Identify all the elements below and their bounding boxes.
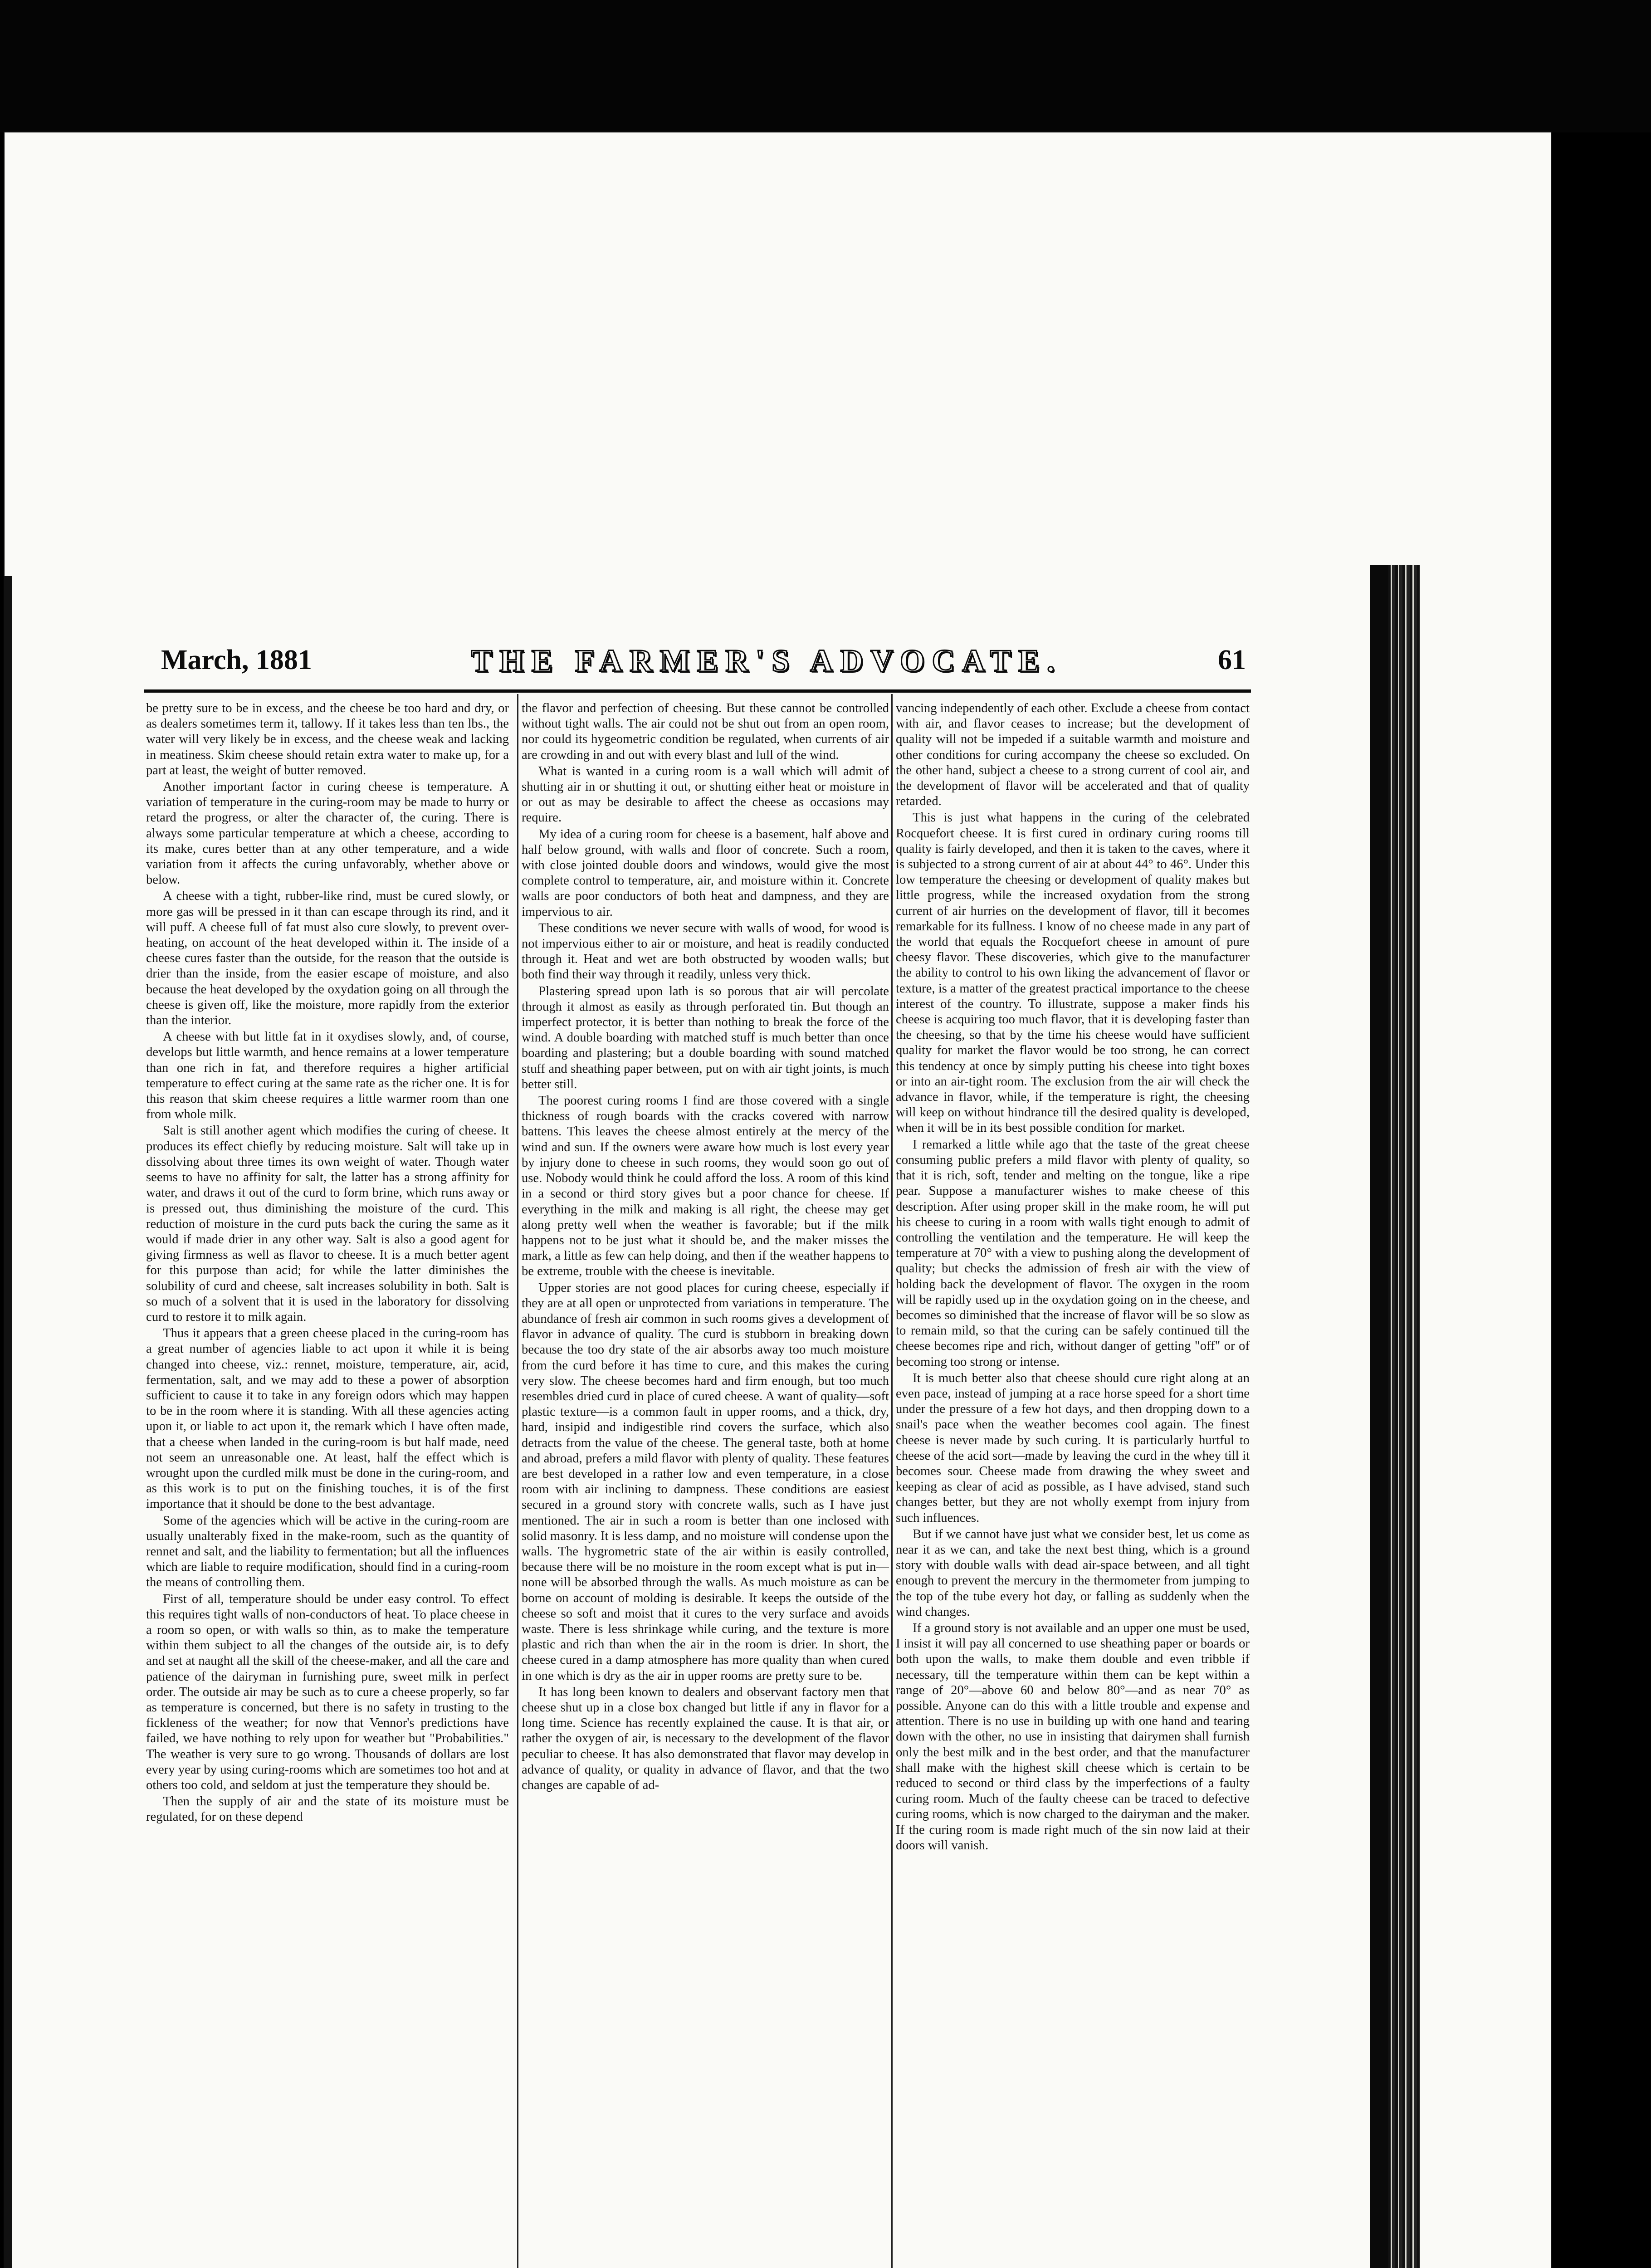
paragraph: It is much better also that cheese should cure right along at an even pace, instead of jumping at a race horse speed for a short time under the pressure of a few hot days, and then dropping down to a snail's pace when the weather becomes cool again. The finest cheese is never made by such curing. It is particularly hurtful to cheese of the acid sort—made by leaving the curd in the whey till it becomes sour. Cheese made from drawing the whey sweet and keeping as clear of acid as possible, as I have advised, stand such changes better, but they are not wholly exempt from injury from such influences. — [896, 1371, 1250, 1525]
page-left-edge — [5, 576, 12, 2268]
paragraph: Another important factor in curing cheese is temperature. A variation of temperature in the curing-room may be made to hurry or retard the progress, or alter the character of, the curing. There is always some particular temperature at which a cheese, according to its make, cures better than at any other temperature, and a wide variation from it affects the curing unfavorably, whether above or below. — [146, 780, 509, 887]
paragraph: First of all, temperature should be under easy control. To effect this requires tight walls of non-conductors of heat. To place cheese in a room so open, or with walls so thin, as to make the temperature within them subject to all the changes of the outside air, is to defy and set at naught all the skill of the cheese-maker, and all the care and patience of the dairyman in furnishing pure, sweet milk in perfect order. The outside air may be such as to cure a cheese properly, so far as temperature is concerned, but there is no safety in trusting to the fickleness of the weather; for now that Vennor's predictions have failed, we have nothing to rely upon for weather but "Probabilities." The weather is very sure to go wrong. Thousands of dollars are lost every year by using curing-rooms which are sometimes too hot and at others too cold, and seldom at just the temperature they should be. — [146, 1592, 509, 1793]
paragraph: A cheese with a tight, rubber-like rind, must be cured slowly, or more gas will be pressed in it than can escape through its rind, and it will puff. A cheese full of fat must also cure slowly, to prevent over-heating, on account of the heat developed within it. The inside of a cheese cures faster than the outside, for the reason that the outside is drier than the inside, from the easier escape of moisture, and also because the heat developed by the oxydation going on all through the cheese is given off, like the moisture, more rapidly from the exterior than the interior. — [146, 889, 509, 1028]
paragraph: The poorest curing rooms I find are those covered with a single thickness of rough boards with the cracks covered with narrow battens. This leaves the cheese almost entirely at the mercy of the wind and sun. If the owners were aware how much is lost every year by injury done to cheese in such rooms, they would soon go out of use. Nobody would think he could afford the loss. A room of this kind in a second or third story gives but a poor chance for cheese. If everything in the milk and making is all right, the cheese may get along pretty well when the weather is favorable; but if the milk happens not to be just what it should be, and the maker misses the mark, a little as few can help doing, and then if the weather happens to be extreme, trouble with the cheese is inevitable. — [522, 1094, 889, 1279]
paragraph: A cheese with but little fat in it oxydises slowly, and, of course, develops but little warmth, and hence remains at a lower temperature than one rich in fat, and therefore requires a higher artificial temperature to effect curing at the same rate as the richer one. It is for this reason that skim cheese requires a little warmer room than one from whole milk. — [146, 1030, 509, 1122]
paragraph: Some of the agencies which will be active in the curing-room are usually unalterably fixed in the make-room, such as the quantity of rennet and salt, and the liability to fermentation; but all the influences which are liable to require modification, should find in a curing-room the means of controlling them. — [146, 1513, 509, 1590]
paragraph: What is wanted in a curing room is a wall which will admit of shutting air in or shutting it out, or shutting either heat or moisture in or out as may be desirable to affect the cheese as occasions may require. — [522, 764, 889, 825]
article-column-3 — [896, 701, 1250, 2268]
column-divider — [517, 694, 518, 2268]
issue-date: March, 1881 — [161, 645, 312, 675]
paragraph: My idea of a curing room for cheese is a basement, half above and half below ground, with walls and floor of concrete. Such a room, with close jointed double doors and windows, would give the most complete control to temperature, air, and moisture within it. Concrete walls are poor conductors of both heat and dampness, and they are impervious to air. — [522, 827, 889, 919]
scanner-background — [0, 0, 1651, 132]
paragraph: Upper stories are not good places for curing cheese, especially if they are at all open or unprotected from variations in temperature. The abundance of fresh air common in such rooms gives a development of flavor in advance of quality. The curd is stubborn in breaking down because the too dry state of the air absorbs away too much moisture from the curd before it has time to cure, and this makes the curing very slow. The cheese becomes hard and firm enough, but too much resembles dried curd in place of cured cheese. A want of quality—soft plastic texture—is a common fault in upper rooms, and a thick, dry, hard, insipid and indigestible rind covers the surface, which also detracts from the value of the cheese. The general taste, both at home and abroad, prefers a mild flavor with plenty of quality. These features are best developed in a rather low and even temperature, in a close room with air inclining to dampness. These conditions are easiest secured in a ground story with concrete walls, such as I have just mentioned. The air in such a room is better than one inclosed with solid masonry. It is less damp, and no moisture will condense upon the walls. The hygrometric state of the air within is easily controlled, because there will be no moisture in the room except what is put in—none will be absorbed through the walls. As much moisture as can be borne on account of molding is desirable. It keeps the outside of the cheese so soft and moist that it cures to the very surface and avoids waste. There is less shrinkage while curing, and the texture is more plastic and rich than when the air in the room is drier. In short, the cheese cured in a damp atmosphere has more quality than when cured in one which is dry as the air in upper rooms are pretty sure to be. — [522, 1281, 889, 1683]
article-column-2 — [522, 701, 889, 2268]
paragraph: the flavor and perfection of cheesing. But these cannot be controlled without tight walls. The air could not be shut out from an open room, nor could its hygeometric condition be regulated, when currents of air are crowding in and out with every blast and lull of the wind. — [522, 701, 889, 762]
paragraph: I remarked a little while ago that the taste of the great cheese consuming public prefers a mild flavor with plenty of quality, so that it is rich, soft, tender and melting on the tongue, like a ripe pear. Suppose a manufacturer wishes to make cheese of this description. After using proper skill in the make room, he will put his cheese to curing in a room with walls tight enough to admit of controlling the ventilation and the temperature. He will keep the temperature at 70° with a view to pushing along the development of quality; but checks the admission of fresh air with the view of holding back the development of flavor. The oxygen in the room will be rapidly used up in the oxydation going on in the cheese, and becomes so diminished that the increase of flavor will be so slow as to remain mild, so that the curing can be safely continued till the cheese becomes ripe and rich, without danger of getting "off" or of becoming too strong or intense. — [896, 1137, 1250, 1369]
paragraph: It has long been known to dealers and observant factory men that cheese shut up in a close box changed but little if any in flavor for a long time. Science has recently explained the cause. It is that air, or rather the oxygen of air, is necessary to the development of the flavor peculiar to cheese. It has also demonstrated that flavor may develop in advance of quality, or quality in advance of flavor, and that the two changes are capable of ad- — [522, 1685, 889, 1793]
paragraph: Thus it appears that a green cheese placed in the curing-room has a great number of agencies liable to act upon it while it is being changed into cheese, viz.: rennet, moisture, temperature, air, acid, fermentation, salt, and we may add to these a power of absorption sufficient to cause it to take in any foreign odors which may happen to be in the room where it is standing. With all these agencies acting upon it, or liable to act upon it, the remark which I have often made, that a cheese when landed in the curing-room is but half made, need not seem an unreasonable one. At least, half the effect which is wrought upon the curdled milk must be done in the curing-room, and as this work is to put on the finishing touches, it is of the first importance that it should be done to the best advantage. — [146, 1326, 509, 1511]
binding-shadow — [1370, 565, 1388, 2268]
stacked-page-edges — [1388, 565, 1420, 2268]
paragraph: These conditions we never secure with walls of wood, for wood is not impervious either to air or moisture, and heat is readily conducted through it. Heat and wet are both obstructed by wooden walls; but both find their way through it readily, unless very thick. — [522, 921, 889, 982]
paragraph: Then the supply of air and the state of its moisture must be regulated, for on these depend — [146, 1794, 509, 1824]
page-number: 61 — [1218, 645, 1246, 675]
article-column-1 — [146, 701, 509, 2268]
paragraph: Plastering spread upon lath is so porous that air will percolate through it almost as easily as through perforated tin. But though an imperfect protector, it is better than nothing to break the force of the wind. A double boarding with matched stuff is much better than once boarding and plastering; but a double boarding with sound matched stuff and sheathing paper between, put on with air tight joints, is much better still. — [522, 984, 889, 1091]
paragraph: Salt is still another agent which modifies the curing of cheese. It produces its effect chiefly by reducing moisture. Salt will take up in dissolving about three times its own weight of water. Though water seems to have no affinity for salt, the latter has a strong affinity for water, and draws it out of the curd to form brine, which runs away or is pressed out, thus diminishing the moisture of the curd. This reduction of moisture in the curd puts back the curing the same as it would if made drier in any other way. Salt is also a good agent for giving firmness as well as flavor to cheese. It is a much better agent for this purpose than acid; for while the latter diminishes the solubility of curd and cheese, salt increases solubility in both. Salt is so much of a solvent that it is used in the laboratory for dissolving curd to restore it to milk again. — [146, 1124, 509, 1324]
paragraph: This is just what happens in the curing of the celebrated Rocquefort cheese. It is first cured in ordinary curing rooms till quality is fairly developed, and then it is taken to the caves, where it is subjected to a strong current of air at about 44° to 46°. Under this low temperature the cheesing or development of quality makes but little progress, while the increased oxydation from the strong current of air hurries on the development of flavor, till it becomes remarkable for its fullness. I know of no cheese made in any part of the world that equals the Rocquefort cheese in amount of pure cheesy flavor. These discoveries, which give to the manufacturer the ability to control to his own liking the advancement of flavor or texture, is a matter of the greatest practical importance to the cheese interest of the country. To illustrate, suppose a maker finds his cheese is acquiring too much flavor, that it is developing faster than the cheesing, so that by the time his cheese would have sufficient quality for market the flavor would be too strong, he can correct this tendency at once by simply putting his cheese into tight boxes or into an air-tight room. The exclusion from the air will check the advance in flavor, while, if the temperature is right, the cheesing will keep on without hindrance till the desired quality is developed, when it will be in its best possible condition for market. — [896, 811, 1250, 1135]
column-divider — [891, 694, 893, 2268]
paragraph: If a ground story is not available and an upper one must be used, I insist it will pay all concerned to use sheathing paper or boards or both upon the walls, to make them double and even tribble if necessary, till the temperature within them can be kept within a range of 20°—above 60 and below 80°—and as near 70° as possible. Anyone can do this with a little trouble and expense and attention. There is no use in building up with one hand and tearing down with the other, no use in insisting that dairymen shall furnish only the best milk and in the best order, and that the manufacturer shall make with the highest skill cheese which is certain to be reduced to second or third class by the imperfections of a faulty curing room. Much of the faulty cheese can be traced to defective curing rooms, which is now charged to the dairyman and the maker. If the curing room is made right much of the sin now laid at their doors will vanish. — [896, 1621, 1250, 1853]
header-rule — [144, 689, 1251, 693]
paragraph: But if we cannot have just what we consider best, let us come as near it as we can, and take the next best thing, which is a ground story with double walls with dead air-space between, and all tight enough to prevent the mercury in the thermometer from jumping to the top of the tube every hot day, or falling as suddenly when the wind changes. — [896, 1527, 1250, 1619]
paragraph: vancing independently of each other. Exclude a cheese from contact with air, and flavor ceases to increase; but the development of quality will not be impeded if a suitable warmth and moisture and other conditions for curing accompany the cheese so excluded. On the other hand, subject a cheese to a strong current of cool air, and the development of flavor will be accelerated and that of quality retarded. — [896, 701, 1250, 809]
masthead-title: THE FARMER'S ADVOCATE. — [471, 644, 1062, 679]
paragraph: be pretty sure to be in excess, and the cheese be too hard and dry, or as dealers sometimes term it, tallowy. If it takes less than ten lbs., the water will very likely be in excess, and the cheese weak and lacking in meatiness. Skim cheese should retain extra water to make up, for a part at least, the weight of butter removed. — [146, 701, 509, 777]
